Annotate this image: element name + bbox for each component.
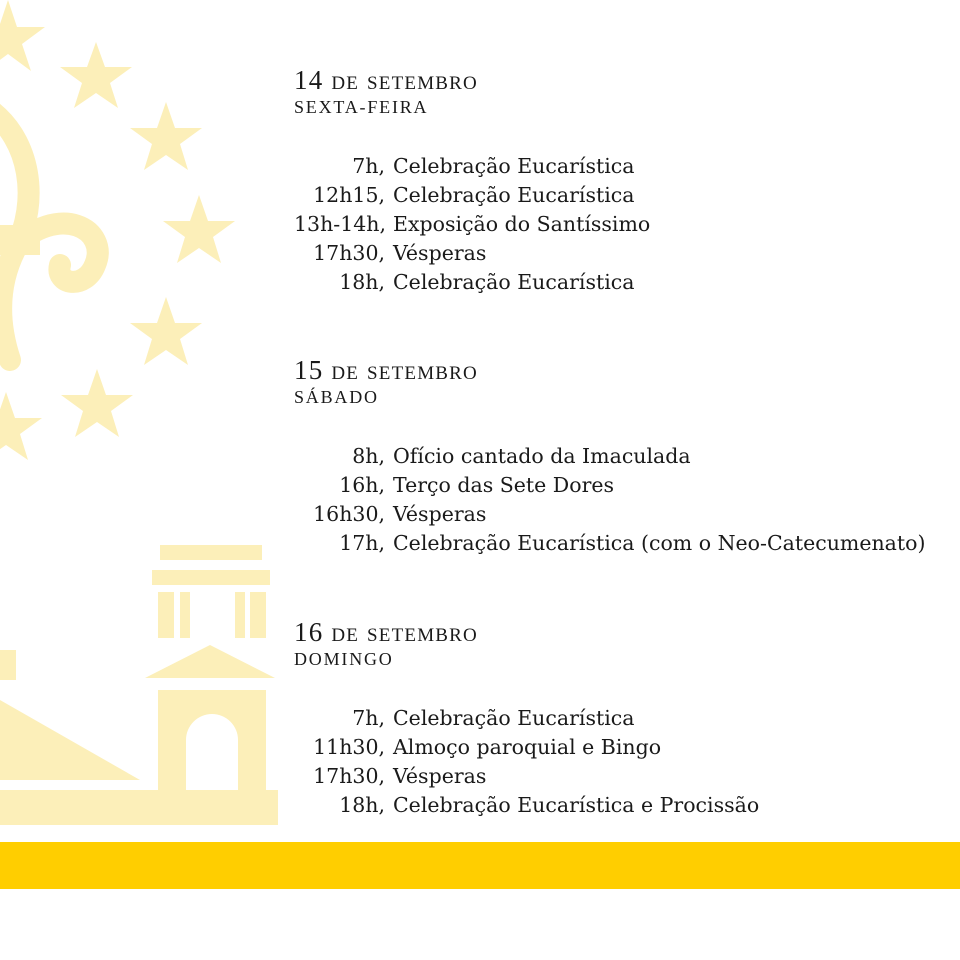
event-row: [294, 500, 925, 529]
star-icon: [0, 392, 42, 460]
event-description: Almoço paroquial e Bingo: [393, 735, 662, 759]
event-time: 17h30,: [313, 764, 385, 788]
star-icon: [61, 369, 133, 437]
event-time: 17h30,: [313, 241, 385, 265]
event-row: [294, 762, 759, 791]
event-description: Celebração Eucarística e Procissão: [393, 793, 760, 817]
star-icon: [163, 195, 235, 263]
star-icon: [60, 42, 132, 108]
event-row: [294, 791, 759, 820]
day-title: 16 de setembro: [294, 617, 478, 647]
decorative-emblem: [0, 0, 300, 840]
event-row: [294, 733, 759, 762]
event-description: Celebração Eucarística: [393, 270, 635, 294]
event-row: [294, 529, 925, 558]
day-section-15: [294, 356, 925, 558]
star-icon: [130, 297, 202, 365]
event-description: Celebração Eucarística: [393, 183, 635, 207]
event-description: Ofício cantado da Imaculada: [393, 444, 691, 468]
event-list: [294, 152, 650, 297]
footer-band: [0, 842, 960, 889]
event-time: 16h30,: [313, 502, 385, 526]
event-time: 18h,: [339, 270, 385, 294]
event-time: 12h15,: [313, 183, 385, 207]
event-time: 16h,: [339, 473, 385, 497]
sanctuary-icon: [0, 545, 278, 825]
event-description: Vésperas: [393, 241, 487, 265]
event-time: 18h,: [339, 793, 385, 817]
event-time: 7h,: [352, 154, 385, 178]
event-time: 17h,: [339, 531, 385, 555]
event-time: 8h,: [352, 444, 385, 468]
event-row: [294, 239, 650, 268]
event-row: [294, 442, 925, 471]
event-row: [294, 704, 759, 733]
star-icon: [0, 0, 45, 71]
event-row: [294, 268, 650, 297]
event-list: [294, 442, 925, 558]
event-row: [294, 181, 650, 210]
event-list: [294, 704, 759, 820]
day-weekday: DOMINGO: [294, 649, 394, 669]
event-row: [294, 471, 925, 500]
event-row: [294, 152, 650, 181]
day-section-14: [294, 66, 650, 297]
event-description: Vésperas: [393, 502, 487, 526]
event-description: Terço das Sete Dores: [393, 473, 615, 497]
fleur-band-icon: [0, 225, 40, 255]
event-description: Exposição do Santíssimo: [393, 212, 651, 236]
day-section-16: [294, 618, 759, 820]
day-weekday: SÁBADO: [294, 387, 379, 407]
day-weekday: SEXTA-FEIRA: [294, 97, 429, 117]
event-time: 7h,: [352, 706, 385, 730]
event-time: 13h-14h,: [294, 212, 387, 236]
event-description: Vésperas: [393, 764, 487, 788]
event-time: 11h30,: [313, 735, 385, 759]
event-description: Celebração Eucarística: [393, 154, 635, 178]
event-description: Celebração Eucarística: [393, 706, 635, 730]
event-description: Celebração Eucarística (com o Neo-Catecumenato): [393, 531, 926, 555]
star-icon: [130, 102, 202, 170]
day-title: 15 de setembro: [294, 355, 478, 385]
day-title: 14 de setembro: [294, 65, 478, 95]
event-row: [294, 210, 650, 239]
